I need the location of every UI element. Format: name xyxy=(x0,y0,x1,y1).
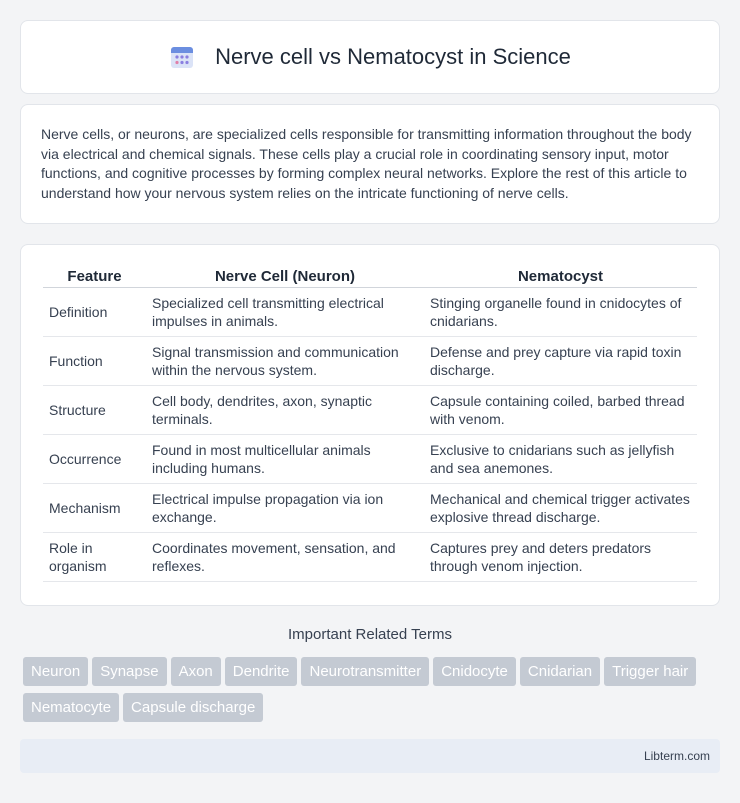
calendar-grid-icon xyxy=(169,44,195,70)
tag-trigger-hair[interactable]: Trigger hair xyxy=(604,657,696,686)
row-nerve-cell: Electrical impulse propagation via ion exchange. xyxy=(146,484,424,533)
row-nematocyst: Exclusive to cnidarians such as jellyfish and sea anemones. xyxy=(424,435,697,484)
page-title: Nerve cell vs Nematocyst in Science xyxy=(215,44,571,69)
table-row xyxy=(43,484,697,533)
table-row xyxy=(43,386,697,435)
intro-text: Nerve cells, or neurons, are specialized cells responsible for transmitting information throughout the body via electrical and chemical signals. These cells play a crucial role in coordinating sensory input, motor functions, and cognitive processes by forming complex neural networks. Explore the rest of this article to understand how your nervous system relies on the intricate functioning of nerve cells. xyxy=(41,126,692,201)
table-row xyxy=(43,337,697,386)
row-feature: Occurrence xyxy=(43,435,146,484)
related-terms-title: Important Related Terms xyxy=(288,626,452,643)
row-nematocyst: Capsule containing coiled, barbed thread with venom. xyxy=(424,386,697,435)
tag-capsule-discharge[interactable]: Capsule discharge xyxy=(123,693,263,722)
intro-section xyxy=(20,104,720,224)
tag-cnidocyte[interactable]: Cnidocyte xyxy=(433,657,516,686)
tag-synapse[interactable]: Synapse xyxy=(92,657,166,686)
row-nematocyst: Stinging organelle found in cnidocytes of cnidarians. xyxy=(424,288,697,337)
table-row xyxy=(43,288,697,337)
header-nerve-cell: Nerve Cell (Neuron) xyxy=(146,265,424,288)
header-feature: Feature xyxy=(43,265,146,288)
row-feature: Structure xyxy=(43,386,146,435)
tag-dendrite[interactable]: Dendrite xyxy=(225,657,298,686)
row-feature: Role in organism xyxy=(43,533,146,582)
row-feature: Mechanism xyxy=(43,484,146,533)
table-row xyxy=(43,533,697,582)
row-nerve-cell: Specialized cell transmitting electrical impulses in animals. xyxy=(146,288,424,337)
tag-neuron[interactable]: Neuron xyxy=(23,657,88,686)
footer-brand[interactable]: Libterm.com xyxy=(643,749,710,763)
row-nerve-cell: Found in most multicellular animals including humans. xyxy=(146,435,424,484)
page-header xyxy=(20,20,720,94)
row-nerve-cell: Coordinates movement, sensation, and reflexes. xyxy=(146,533,424,582)
header-nematocyst: Nematocyst xyxy=(424,265,697,288)
row-nerve-cell: Signal transmission and communication within the nervous system. xyxy=(146,337,424,386)
table-header-row xyxy=(43,265,697,288)
tag-nematocyte[interactable]: Nematocyte xyxy=(23,693,119,722)
row-nematocyst: Defense and prey capture via rapid toxin discharge. xyxy=(424,337,697,386)
comparison-table-card xyxy=(20,244,720,606)
row-nerve-cell: Cell body, dendrites, axon, synaptic terminals. xyxy=(146,386,424,435)
related-terms-list xyxy=(23,657,723,729)
tag-axon[interactable]: Axon xyxy=(171,657,221,686)
tag-neurotransmitter[interactable]: Neurotransmitter xyxy=(301,657,429,686)
row-nematocyst: Captures prey and deters predators through venom injection. xyxy=(424,533,697,582)
table-row xyxy=(43,435,697,484)
row-feature: Function xyxy=(43,337,146,386)
row-nematocyst: Mechanical and chemical trigger activates explosive thread discharge. xyxy=(424,484,697,533)
tag-cnidarian[interactable]: Cnidarian xyxy=(520,657,600,686)
comparison-table xyxy=(43,265,697,582)
row-feature: Definition xyxy=(43,288,146,337)
footer xyxy=(20,739,720,773)
